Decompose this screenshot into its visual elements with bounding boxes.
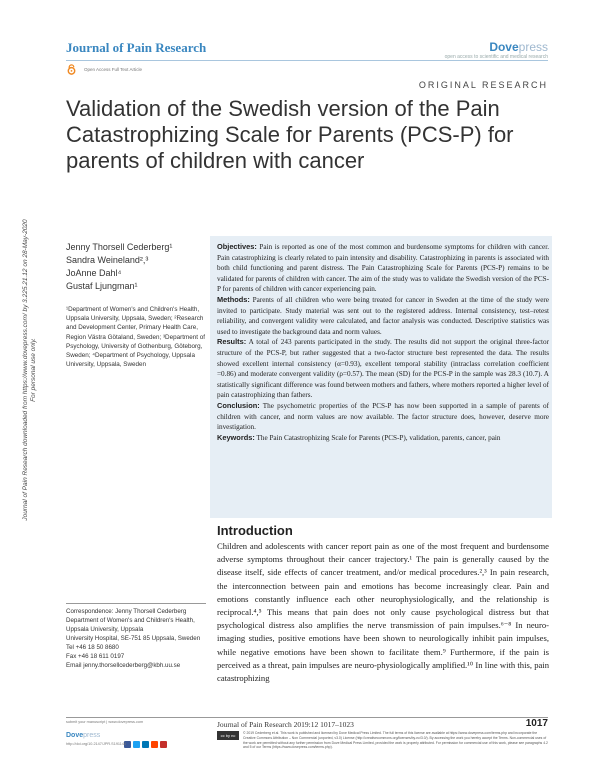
license-text: © 2019 Cederberg et al. This work is published and licensed by Dove Medical Press Limited. The full terms of this license are available at https://www.dovepress.com/terms.php and incorporate the Creative Commons Attribution – Non Commercial (unported, v3.0) License (http://creativecommons.org/licenses/by-nc/3.0/). By accessing the work you hereby accept the Terms. Non-commercial uses of the work are permitted without any further permission from Dove Medical Press Limited, provided the work is properly attributed. For permission for commercial use of this work, please see paragraphs 4.2 and 5 of our Terms (https://www.dovepress.com/terms.php). <box>243 731 548 750</box>
submit-manuscript-link[interactable]: submit your manuscript | www.dovepress.com <box>66 720 144 724</box>
section-heading-introduction: Introduction <box>217 523 293 538</box>
footer-publisher-main: Dove <box>66 732 84 739</box>
journal-name: Journal of Pain Research <box>66 40 207 55</box>
correspondence-line: Department of Women's and Children's Health, Uppsala University, Uppsala <box>66 617 195 633</box>
open-access-label: Open Access Full Text Article <box>84 67 142 72</box>
publisher-logo <box>489 40 548 54</box>
correspondence-email[interactable]: Email jenny.thorsellcederberg@kbh.uu.se <box>66 662 181 669</box>
footer-publisher-logo <box>66 732 100 739</box>
twitter-icon[interactable] <box>133 741 140 748</box>
correspondence-block <box>66 607 206 670</box>
side-download-note <box>22 140 56 600</box>
linkedin-icon[interactable] <box>142 741 149 748</box>
reddit-icon[interactable] <box>151 741 158 748</box>
abstract-keywords: Keywords: The Pain Catastrophizing Scale for Parents (PCS-P), validation, parents, cancer, pain <box>217 432 501 442</box>
doi-link[interactable]: http://doi.org/10.2147/JPR.S191144 <box>66 742 127 746</box>
publisher-main: Dove <box>489 40 519 54</box>
abstract <box>217 242 549 443</box>
author: Sandra Weineland²,³ <box>66 255 149 265</box>
correspondence-divider <box>66 603 206 604</box>
youtube-icon[interactable] <box>160 741 167 748</box>
author: Gustaf Ljungman¹ <box>66 281 138 291</box>
abstract-conclusion: Conclusion: The psychometric properties of the PCS-P has now been supported in a sample of parents of children with cancer, and norm values are now available. The factor structure does, however, deserve more investigation. <box>217 400 550 432</box>
publisher-tagline: open access to scientific and medical research <box>444 54 548 60</box>
correspondence-label: Correspondence: Jenny Thorsell Cederberg <box>66 608 187 615</box>
introduction-text: Children and adolescents with cancer report pain as one of the most frequent and burdensome adverse symptoms throughout their cancer trajectory.¹ The pain is generally caused by the disease itself, side effects of cancer treatment, and/or medical procedures.²,³ In pain research, the interconnection between pain and emotions has become increasingly clear. Pain and emotions constantly influence each other neurophysiologically, and the relationship is reciprocal.⁴,⁵ This means that pain does not only cause psychological distress but that psychological distress also amplifies the nerve transmission of pain impulses.⁶⁻⁸ In neuro-imaging studies, positive emotions have been shown to neurologically inhibit pain impulses, while negative emotions have been shown to facilitate them.⁹ Furthermore, if the pain is perceived as a threat, pain impulses are neuro-physiologically amplified.¹⁰ In line with this, pain catastrophizing <box>217 541 549 684</box>
publisher-suffix: press <box>518 40 548 54</box>
correspondence-line: University Hospital, SE-751 85 Uppsala, Sweden <box>66 635 201 642</box>
abstract-objectives: Objectives: Pain is reported as one of the most common and burdensome symptoms for children with cancer. Pain catastrophizing is clearly related to pain intensity and disability. Catastrophizing in parents is associated with both child functioning and parent distress. The Pain Catastrophizing Scale for Parents (PCS-P) remains to be validated for parents of children with cancer. The aim of the study was to validate the Swedish version of the PCS-P for parents of children with cancer experiencing pain. <box>217 242 549 294</box>
page-number: 1017 <box>525 718 548 729</box>
correspondence-line: Fax +46 18 611 0197 <box>66 653 125 660</box>
header-divider <box>66 60 548 61</box>
social-icons <box>124 735 169 753</box>
footer-publisher-suffix: press <box>83 732 101 739</box>
correspondence-line: Tel +46 18 50 8680 <box>66 644 119 651</box>
affiliations: ¹Department of Women's and Children's Health, Uppsala University, Uppsala, Sweden; ²Research and Development Center, Primary Health Care, Region Västra Götaland, Sweden; ³Department of Psychology, University of Gothenburg, Göteborg, Sweden; ⁴Department of Psychology, Uppsala University, Uppsala, Sweden <box>66 306 205 369</box>
article-title: Validation of the Swedish version of the Pain Catastrophizing Scale for Parents (PCS-P) for parents of children with cancer <box>66 96 514 173</box>
footer-journal-ref: Journal of Pain Research 2019:12 1017–1023 <box>217 720 354 729</box>
footer-divider <box>66 717 548 718</box>
abstract-results: Results: A total of 243 parents participated in the study. The results did not support the original three-factor structure of the PCS-P, but rather suggested that a two-factor structure best represented the data. The results showed excellent internal consistency (α=0.93), excellent temporal stability (intraclass correlation coefficient =0.86) and moderate convergent validity (ρ=0.57). The mean (SD) for the PCS-P in the sample was 28.3 (10.7). A statistically significant difference was found between mothers and fathers, where mothers reported a higher level of pain catastrophizing than fathers. <box>217 337 550 400</box>
author: JoAnne Dahl⁴ <box>66 268 122 278</box>
author: Jenny Thorsell Cederberg¹ <box>66 242 173 252</box>
author-list <box>66 241 206 293</box>
side-note-line1: Journal of Pain Research downloaded from https://www.dovepress.com/ by 3.225.21.12 on 28-May-2020 <box>22 219 29 521</box>
abstract-methods: Methods: Parents of all children who were being treated for cancer in Sweden at the time of the study were invited to participate. Study material was sent out to the registered address. Internal consistency, test–retest reliability, and convergent validity were calculated, and factor analysis was conducted. Descriptive statistics was used to investigate the background data and norm values. <box>217 294 549 336</box>
open-access-icon <box>66 64 77 75</box>
cc-license-badge[interactable]: cc by nc <box>217 731 239 740</box>
article-type: ORIGINAL RESEARCH <box>418 80 548 90</box>
side-note-line2: For personal use only. <box>30 338 37 402</box>
